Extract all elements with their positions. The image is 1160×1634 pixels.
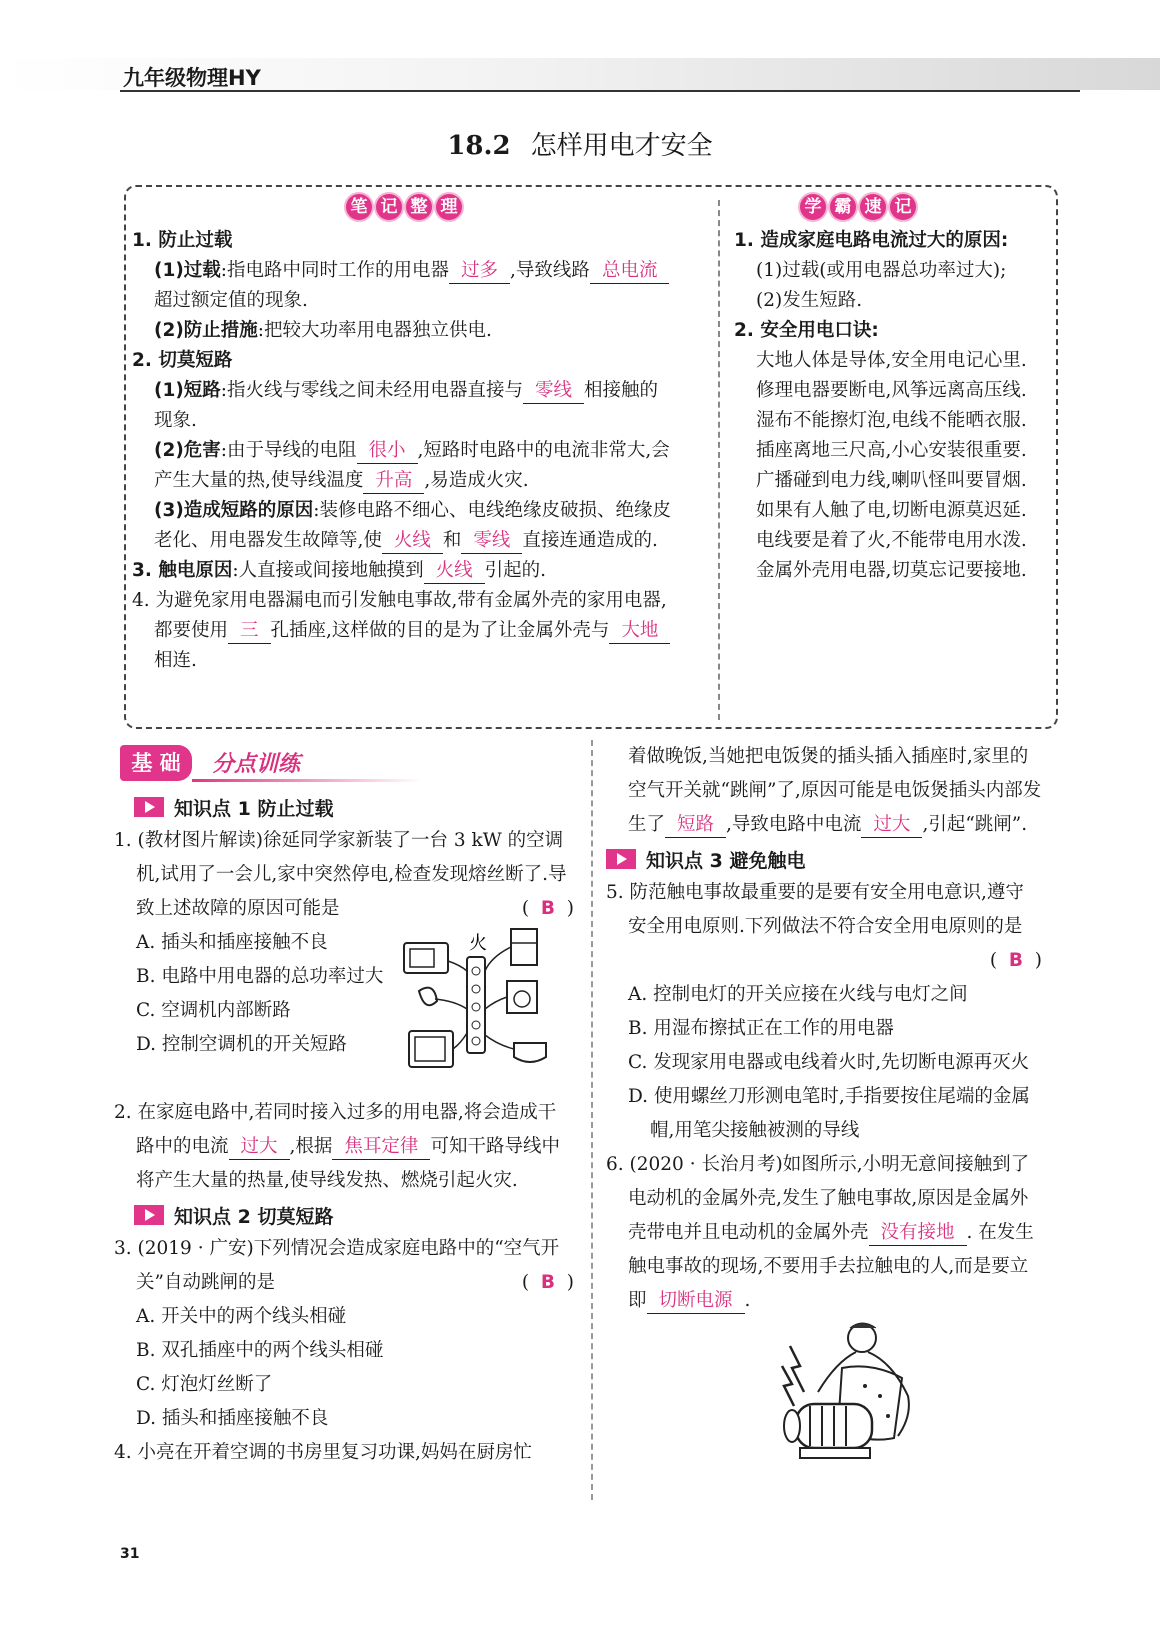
answer: 火线: [382, 529, 443, 554]
notes-left-badge: [346, 194, 462, 220]
note-heading: 2. 安全用电口诀:: [734, 320, 879, 341]
text: ,短路时电路中的电流非常大,会产生大量的热,使导线温度: [154, 440, 670, 491]
note-label: (1)短路: [154, 380, 221, 401]
answer: 零线: [523, 379, 584, 404]
exercise-left: [114, 790, 574, 1470]
rhyme-verse: 电线要是着了火,不能带电用水泼.金属外壳用电器,切莫忘记要接地.: [756, 530, 1027, 581]
play-icon: [134, 797, 164, 817]
note-label: (2)危害: [154, 440, 221, 461]
text: 相接触的现象.: [154, 380, 659, 431]
question-4-start: 4. 小亮在开着空调的书房里复习功课,妈妈在厨房忙: [114, 1442, 532, 1463]
text: :把较大功率用电器独立供电.: [257, 320, 492, 341]
text: 2. 在家庭电路中,若同时接入过多的用电器,将会造成干路中的电流: [114, 1102, 557, 1157]
text: 6. (2020 · 长治月考)如图所示,小明无意间接触到了电动机的金属外壳,发生了触电事故,原因是金属外壳带电并且电动机的金属外壳: [606, 1154, 1030, 1243]
note-heading: 1. 防止过载: [132, 230, 233, 251]
note-item-1: [132, 226, 672, 256]
option: D. 控制空调机的开关短路: [136, 1034, 347, 1055]
play-icon: [606, 849, 636, 869]
answer: 短路: [665, 813, 726, 838]
text: ,引起“跳闸”.: [922, 814, 1028, 835]
text: .: [744, 1290, 751, 1311]
text: :由于导线的电阻: [220, 440, 357, 461]
text: ,易造成火灾.: [424, 470, 529, 491]
option: C. 灯泡灯丝断了: [136, 1374, 273, 1395]
answer: 过大: [229, 1135, 290, 1160]
note-label: (1)过载: [154, 260, 221, 281]
answer-bracket: ( B ): [989, 950, 1042, 971]
note-heading: 2. 切莫短路: [132, 350, 233, 371]
note-item-2: [132, 346, 672, 376]
answer: 总电流: [590, 259, 670, 284]
text: :指火线与零线之间未经用电器直接与: [220, 380, 524, 401]
question-5-options: [606, 978, 1042, 1148]
answer: 三: [228, 619, 271, 644]
notes-right: [734, 226, 1040, 586]
option: B. 双孔插座中的两个线头相碰: [136, 1340, 384, 1361]
rhyme-verse: 湿布不能擦灯泡,电线不能晒衣服.插座离地三尺高,小心安装很重要.: [756, 410, 1027, 461]
figure-label: 火: [469, 933, 487, 954]
answer: 零线: [461, 529, 522, 554]
text: 可知干路导线中将产生大量的热量,使导线发热、燃烧引起火灾.: [136, 1136, 560, 1191]
column-divider: [591, 740, 593, 1500]
basics-underline: [192, 779, 422, 782]
answer: 没有接地: [869, 1221, 967, 1246]
text: :指电路中同时工作的用电器: [220, 260, 450, 281]
notes-right-badge: [800, 194, 916, 220]
quick-item-1: [734, 226, 1040, 256]
option: B. 用湿布擦拭正在工作的用电器: [628, 1018, 894, 1039]
page-number: 31: [120, 1546, 140, 1562]
basics-label: 分点训练: [212, 752, 301, 777]
question-4-cont: [606, 740, 1042, 842]
text: :人直接或间接地触摸到: [232, 560, 424, 581]
text: 引起的.: [484, 560, 546, 581]
rhyme-verse: 大地人体是导体,安全用电记心里.修理电器要断电,风筝远离高压线.: [756, 350, 1027, 401]
badge-char: 记: [890, 194, 916, 220]
question-2: [114, 1096, 574, 1198]
answer: 切断电源: [647, 1289, 745, 1314]
answer: 大地: [609, 619, 670, 644]
answer: 过大: [861, 813, 922, 838]
question-3-options: [114, 1300, 574, 1436]
answer-bracket: ( B ): [521, 898, 574, 919]
note-label: (3)造成短路的原因: [154, 500, 314, 521]
choice-answer: B: [540, 1272, 556, 1293]
badge-char: 学: [800, 194, 826, 220]
kp-label: 知识点 2 切莫短路: [174, 1205, 334, 1228]
note-item-2c: [132, 496, 672, 556]
note-label: (2)防止措施: [154, 320, 258, 341]
text: 超过额定值的现象.: [154, 290, 308, 311]
quick-item-2: [734, 316, 1040, 346]
answer: 过多: [449, 259, 510, 284]
text: :装修电路不细心、电线绝缘皮破损、绝缘皮老化、用电器发生故障等,使: [154, 500, 672, 551]
answer: 升高: [363, 469, 424, 494]
section-name: 怎样用电才安全: [530, 131, 713, 161]
note-item-1b: [132, 316, 672, 346]
option: C. 空调机内部断路: [136, 1000, 291, 1021]
text: . 在发生触电事故的现场,不要用手去拉触电的人,而是要立即: [628, 1222, 1034, 1311]
option: C. 发现家用电器或电线着火时,先切断电源再灭火: [628, 1052, 1030, 1073]
question-1: [114, 824, 574, 926]
knowledge-point-1: [134, 790, 574, 824]
note-heading: 1. 造成家庭电路电流过大的原因:: [734, 230, 1009, 251]
kp-label: 知识点 3 避免触电: [646, 849, 806, 872]
badge-char: 理: [436, 194, 462, 220]
quick-item-1a: (1)过载(或用电器总功率过大);: [756, 260, 1007, 281]
text: ,根据: [289, 1136, 333, 1157]
badge-char: 速: [860, 194, 886, 220]
section-title: [0, 125, 1160, 162]
answer: 很小: [357, 439, 418, 464]
answer-bracket: ( B ): [521, 1272, 574, 1293]
badge-char: 记: [376, 194, 402, 220]
rhyme-verse: 广播碰到电力线,喇叭怪叫要冒烟.如果有人触了电,切断电源莫迟延.: [756, 470, 1027, 521]
knowledge-point-2: [134, 1198, 574, 1232]
question-6: [606, 1148, 1042, 1318]
question-stem: 3. (2019 · 广安)下列情况会造成家庭电路中的“空气开关”自动跳闸的是: [114, 1238, 560, 1293]
note-heading: 3. 触电原因: [132, 560, 233, 581]
question-5: [606, 876, 1042, 944]
play-icon: [134, 1205, 164, 1225]
question-1-options: [114, 926, 574, 1096]
text: 直接连通造成的.: [522, 530, 658, 551]
basics-banner: [120, 745, 420, 785]
basics-tag: 基 础: [120, 745, 192, 781]
choice-answer: B: [1008, 950, 1024, 971]
appliances-illustration: [399, 921, 564, 1086]
option: D. 插头和插座接触不良: [136, 1408, 329, 1429]
option: A. 开关中的两个线头相碰: [136, 1306, 347, 1327]
text: 相连.: [154, 650, 197, 671]
text: 着做晚饭,当她把电饭煲的插头插入插座时,家里的空气开关就“跳闸”了,原因可能是电饭煲插头内部发生了: [628, 746, 1042, 835]
text: 和: [442, 530, 462, 551]
option: A. 插头和插座接触不良: [136, 932, 328, 953]
question-stem: 1. (教材图片解读)徐延同学家新装了一台 3 kW 的空调机,试用了一会儿,家中突然停电,检查发现熔丝断了.导致上述故障的原因可能是: [114, 830, 567, 919]
note-item-4: [132, 586, 672, 676]
choice-answer: B: [540, 898, 556, 919]
option: D. 使用螺丝刀形测电笔时,手指要按住尾端的金属帽,用笔尖接触被测的导线: [628, 1086, 1030, 1141]
badge-char: 笔: [346, 194, 372, 220]
note-item-2b: [132, 436, 672, 496]
text: ,导致线路: [510, 260, 590, 281]
option: A. 控制电灯的开关应接在火线与电灯之间: [628, 984, 968, 1005]
motor-shock-illustration: [770, 1316, 935, 1466]
exercise-right: [606, 740, 1042, 1318]
question-3: [114, 1232, 574, 1300]
answer: 焦耳定律: [332, 1135, 430, 1160]
badge-char: 霸: [830, 194, 856, 220]
option: B. 电路中用电器的总功率过大: [136, 966, 384, 987]
answer: 火线: [424, 559, 485, 584]
note-item-2a: [132, 376, 672, 436]
notes-divider: [718, 200, 720, 720]
text: ,导致电路中电流: [726, 814, 862, 835]
knowledge-point-3: [606, 842, 1042, 876]
text: 4. 为避免家用电器漏电而引发触电事故,带有金属外壳的家用电器,都要使用: [132, 590, 667, 641]
header-rule: [120, 90, 1080, 92]
option-list: [114, 926, 386, 1062]
book-title: 九年级物理HY: [123, 66, 261, 90]
text: 孔插座,这样做的目的是为了让金属外壳与: [270, 620, 610, 641]
note-item-1a: [132, 256, 672, 316]
section-number: 18.2: [447, 131, 511, 161]
badge-char: 整: [406, 194, 432, 220]
question-stem: 5. 防范触电事故最重要的是要有安全用电意识,遵守安全用电原则.下列做法不符合安全用电原则的是: [606, 882, 1024, 937]
notes-left: [132, 226, 672, 676]
kp-label: 知识点 1 防止过载: [174, 797, 334, 820]
quick-item-1b: (2)发生短路.: [756, 290, 863, 311]
note-item-3: [132, 556, 672, 586]
